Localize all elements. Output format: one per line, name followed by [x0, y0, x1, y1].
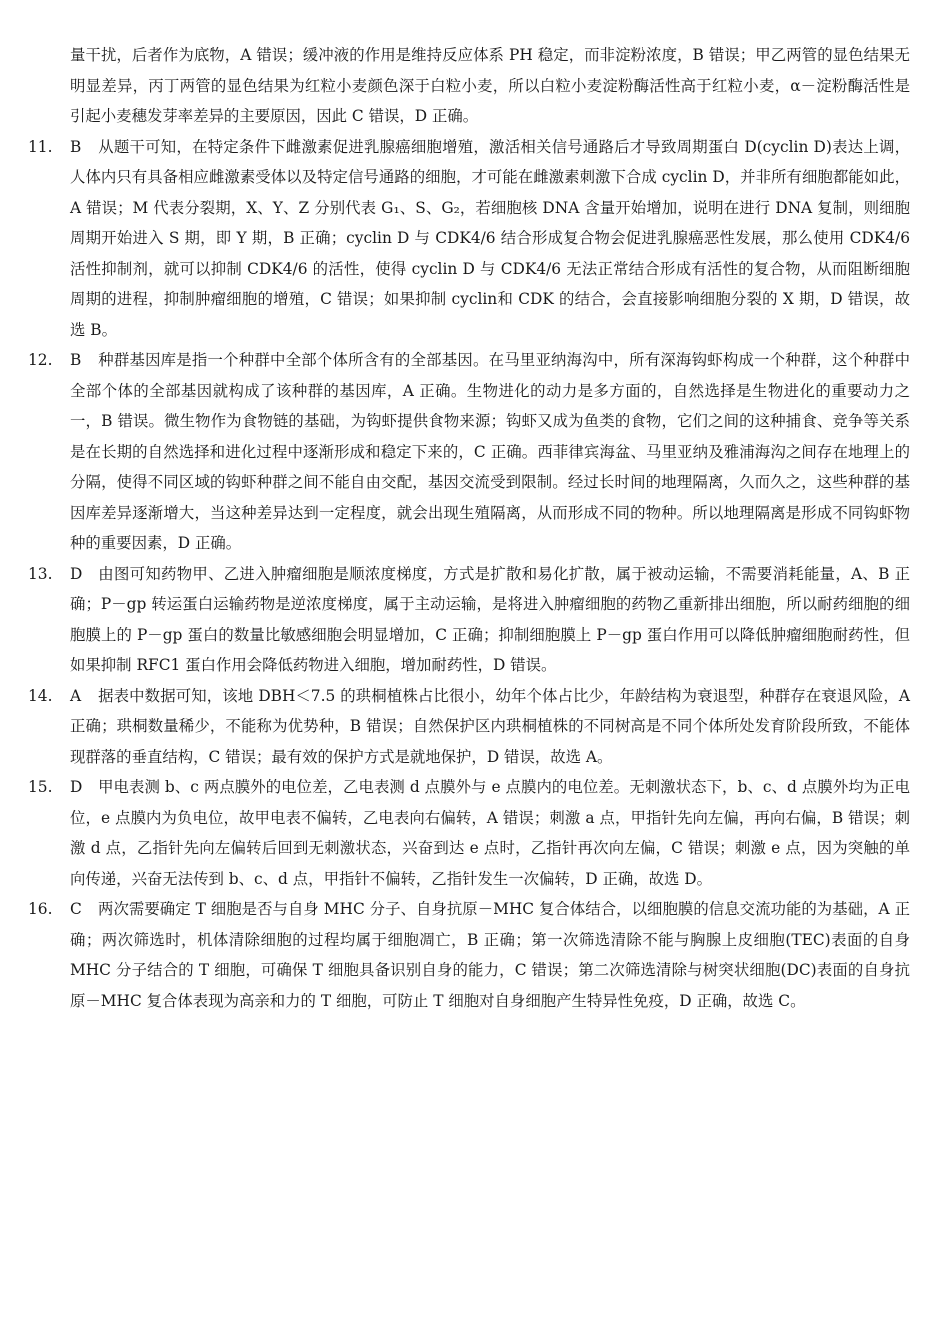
item-answer: A [70, 686, 82, 705]
item-explanation: 从题干可知，在特定条件下雌激素促进乳腺癌细胞增殖，激活相关信号通路后才导致周期蛋白 D(cyclin D)表达上调，人体内只有具备相应雌激素受体以及特定信号通路的细胞，才可能在雌激素刺激下合成 cyclin D，并非所有细胞都能如此，A 错误；M 代表分裂期，X、Y、Z 分别代表 G₁、S、G₂，若细胞核 DNA 含量开始增加，说明在进行 DNA 复制，则细胞周期开始进入 S 期，即 Y 期，B 正确；cyclin D 与 CDK4/6 结合形成复合物会促进乳腺癌恶性发展，那么使用 CDK4/6 活性抑制剂，就可以抑制 CDK4/6 的活性，使得 cyclin D 与 CDK4/6 无法正常结合形成有活性的复合物，从而阻断细胞周期的进程，抑制肿瘤细胞的增殖，C 错误；如果抑制 cyclin和 CDK 的结合，会直接影响细胞分裂的 X 期，D 错误，故选 B。 [70, 137, 910, 339]
item-number: 11. [28, 137, 53, 156]
item-number: 14. [28, 686, 53, 705]
item-explanation: 据表中数据可知，该地 DBH＜7.5 的珙桐植株占比很小，幼年个体占比少，年龄结构为衰退型，种群存在衰退风险，A 正确；珙桐数量稀少，不能称为优势种，B 错误；自然保护区内珙桐植株的不同树高是不同个体所处发育阶段所致，不能体现群落的垂直结构，C 错误；最有效的保护方式是就地保护，D 错误，故选 A。 [70, 686, 910, 766]
item-answer: D [70, 564, 83, 583]
item-explanation: 两次需要确定 T 细胞是否与自身 MHC 分子、自身抗原－MHC 复合体结合，以细胞膜的信息交流功能的为基础，A 正确；两次筛选时，机体清除细胞的过程均属于细胞凋亡，B 正确；第一次筛选清除不能与胸腺上皮细胞(TEC)表面的自身 MHC 分子结合的 T 细胞，可确保 T 细胞具备识别自身的能力，C 错误；第二次筛选清除与树突状细胞(DC)表面的自身抗原－MHC 复合体表现为高亲和力的 T 细胞，可防止 T 细胞对自身细胞产生特异性免疫，D 正确，故选 C。 [70, 900, 910, 1010]
item-answer: B [70, 137, 82, 156]
item-number: 15. [28, 778, 53, 796]
item-answer: B [70, 351, 82, 369]
item-answer: D [70, 778, 83, 796]
answer-item-13 [28, 559, 910, 681]
answer-item-12 [28, 345, 910, 559]
item-number: 16. [28, 900, 53, 918]
item-explanation: 种群基因库是指一个种群中全部个体所含有的全部基因。在马里亚纳海沟中，所有深海钩虾构成一个种群，这个种群中全部个体的全部基因就构成了该种群的基因库，A 正确。生物进化的动力是多方面的，自然选择是生物进化的重要动力之一，B 错误。微生物作为食物链的基础，为钩虾提供食物来源；钩虾又成为鱼类的食物，它们之间的这种捕食、竞争等关系是在长期的自然选择和进化过程中逐渐形成和稳定下来的，C 正确。西菲律宾海盆、马里亚纳及雅浦海沟之间存在地理上的分隔，使得不同区域的钩虾种群之间不能自由交配，基因交流受到限制。经过长时间的地理隔离，久而久之，这些种群的基因库差异逐渐增大，当这种差异达到一定程度，就会出现生殖隔离，从而形成不同的物种。所以地理隔离是形成不同钩虾物种的重要因素，D 正确。 [70, 351, 910, 552]
answer-item-14 [28, 681, 910, 773]
item-explanation: 甲电表测 b、c 两点膜外的电位差，乙电表测 d 点膜外与 e 点膜内的电位差。无刺激状态下，b、c、d 点膜外均为正电位，e 点膜内为负电位，故甲电表不偏转，乙电表向右偏转，A 错误；刺激 a 点，甲指针先向左偏，再向右偏，B 错误；刺激 d 点，乙指针先向左偏转后回到无刺激状态，兴奋到达 e 点时，乙指针再次向左偏，C 错误；刺激 e 点，因为突触的单向传递，兴奋无法传到 b、c、d 点，甲指针不偏转，乙指针发生一次偏转，D 正确，故选 D。 [70, 778, 910, 888]
item-number: 12. [28, 351, 53, 369]
intro-paragraph: 量干扰，后者作为底物，A 错误；缓冲液的作用是维持反应体系 PH 稳定，而非淀粉浓度，B 错误；甲乙两管的显色结果无明显差异，丙丁两管的显色结果为红粒小麦颜色深于白粒小麦，所以白粒小麦淀粉酶活性高于红粒小麦，α－淀粉酶活性是引起小麦穗发芽率差异的主要原因，因此 C 错误，D 正确。 [70, 46, 910, 125]
answer-item-15 [28, 772, 910, 894]
item-explanation: 由图可知药物甲、乙进入肿瘤细胞是顺浓度梯度，方式是扩散和易化扩散，属于被动运输，不需要消耗能量，A、B 正确；P－gp 转运蛋白运输药物是逆浓度梯度，属于主动运输，是将进入肿瘤细胞的药物乙重新排出细胞，所以耐药细胞的细胞膜上的 P－gp 蛋白的数量比敏感细胞会明显增加，C 正确；抑制细胞膜上 P－gp 蛋白作用可以降低肿瘤细胞耐药性，但如果抑制 RFC1 蛋白作用会降低药物进入细胞，增加耐药性，D 错误。 [70, 564, 910, 674]
item-answer: C [70, 900, 82, 918]
answer-item-11 [28, 132, 910, 346]
answer-content [28, 40, 910, 1016]
answer-item-16 [28, 894, 910, 1016]
item-number: 13. [28, 564, 53, 583]
